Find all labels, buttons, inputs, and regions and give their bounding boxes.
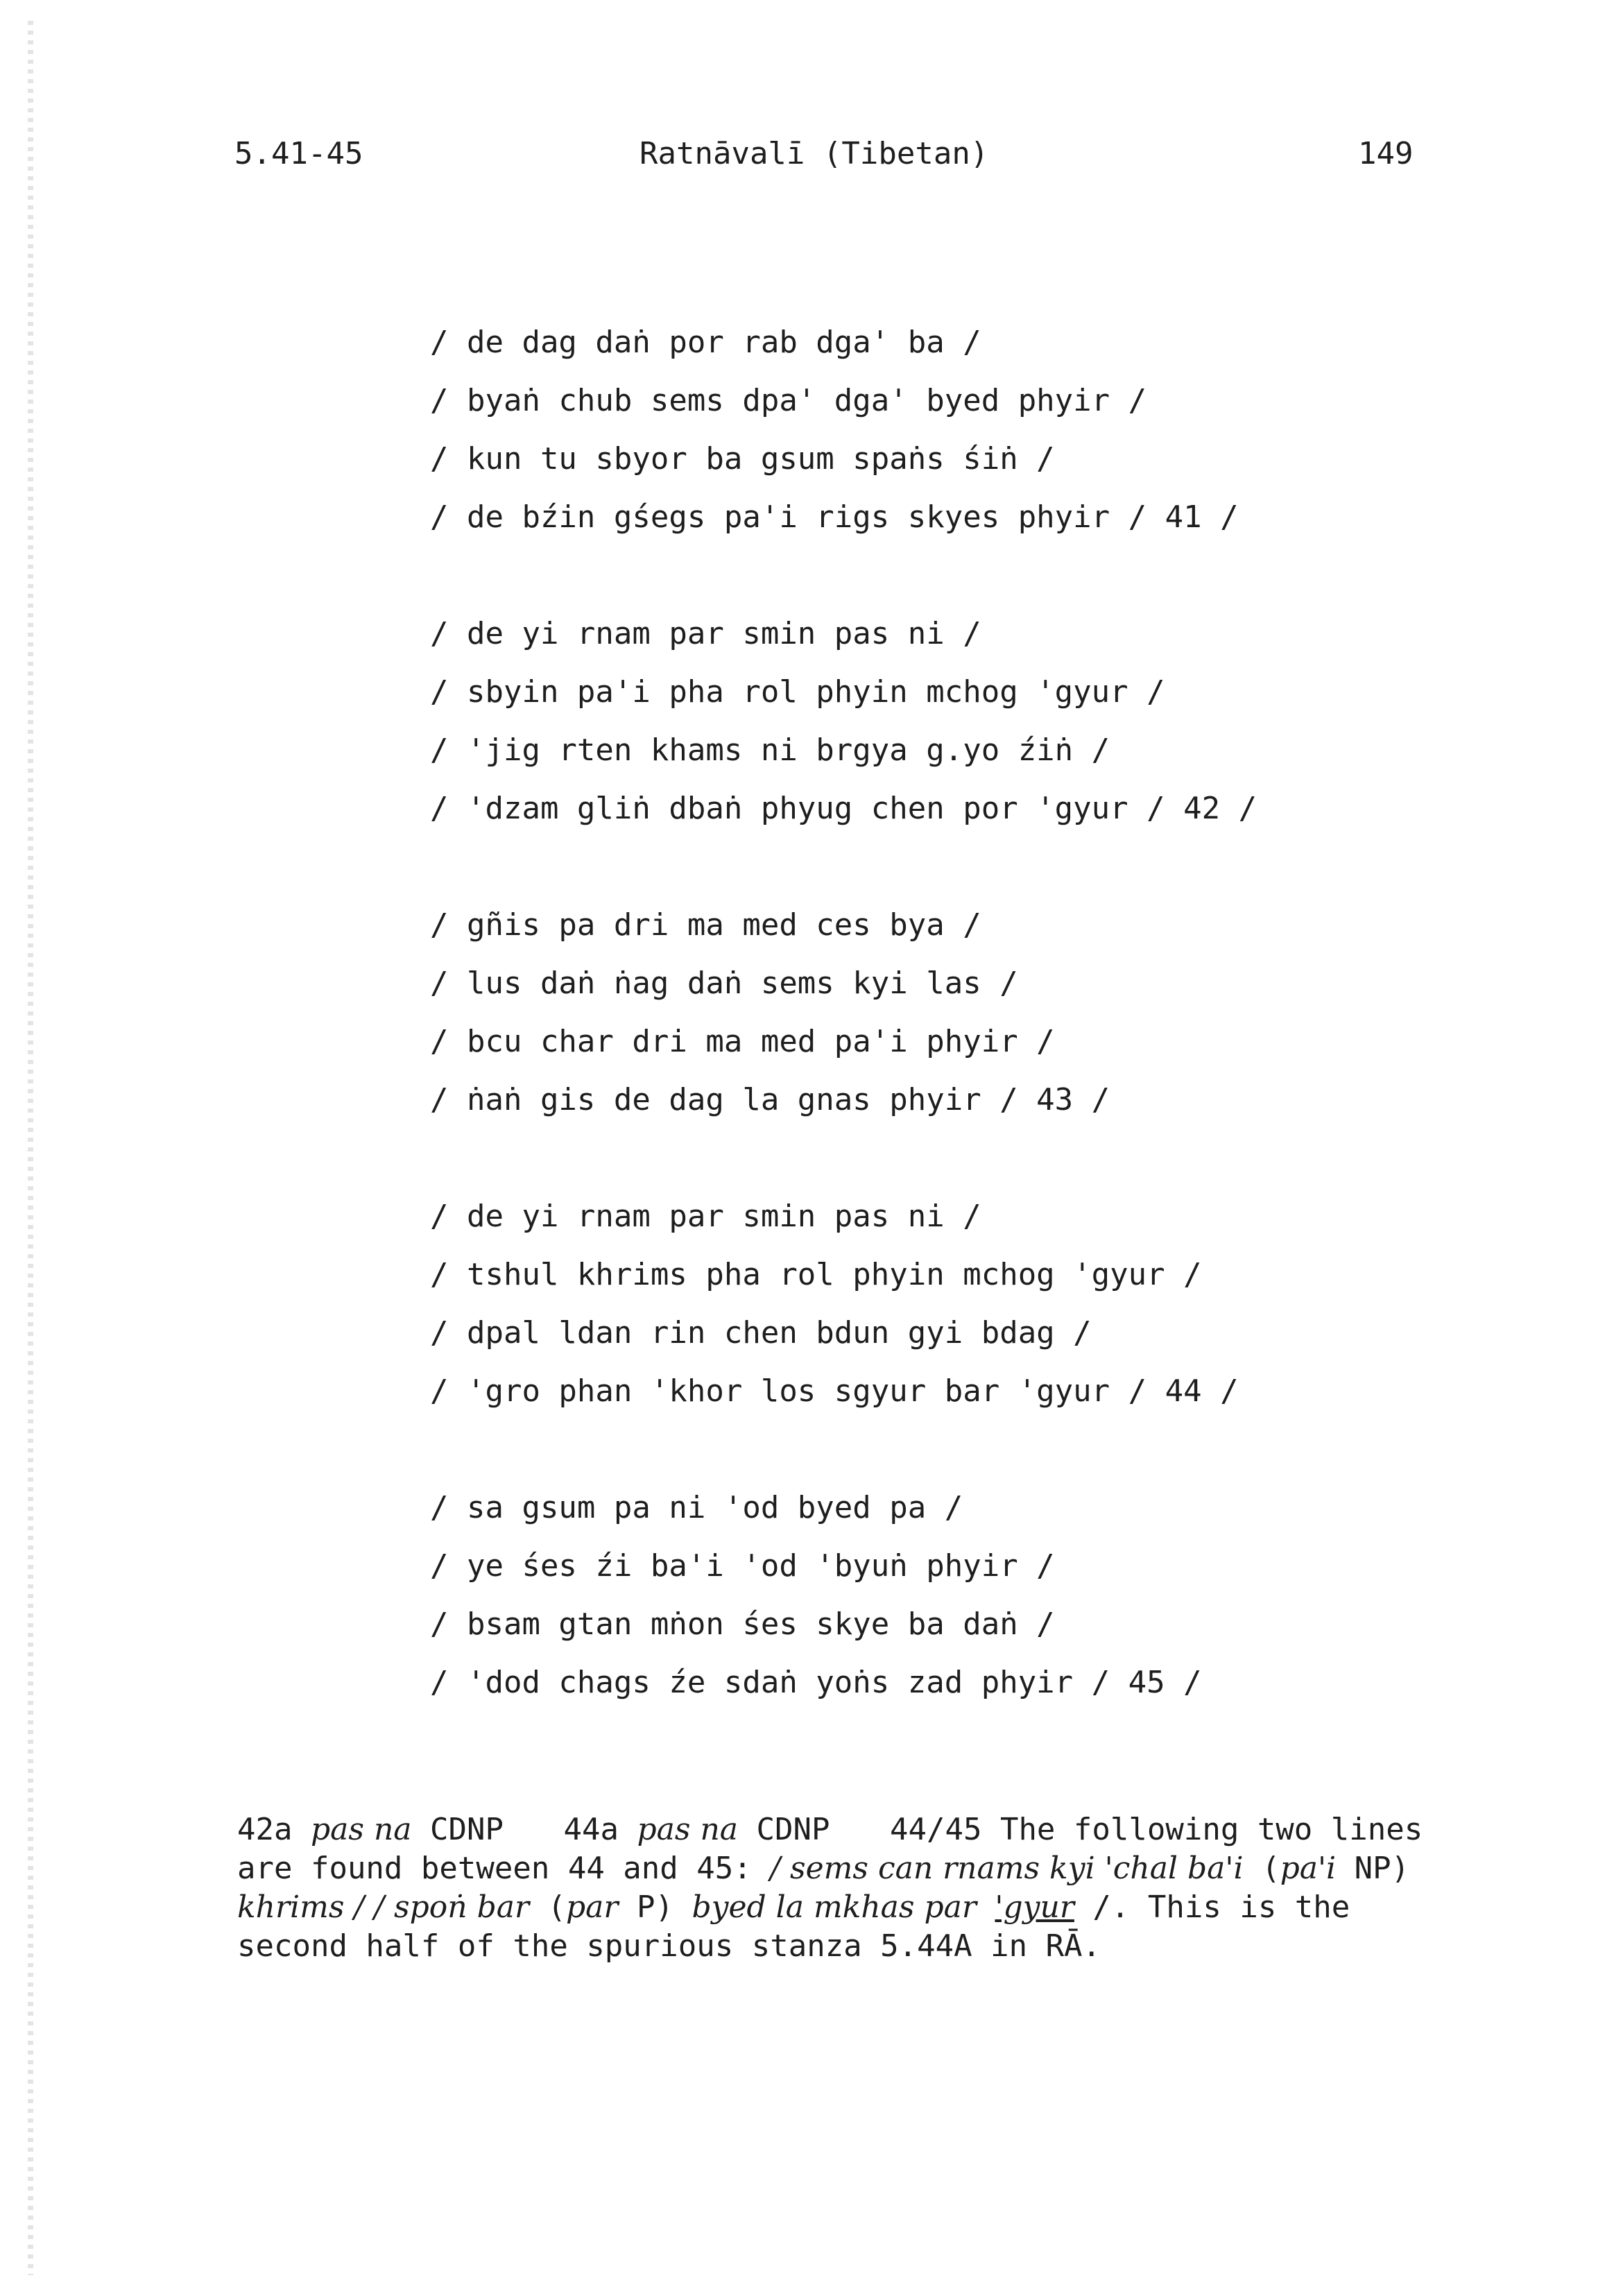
verse-line: / lus daṅ ṅag daṅ sems kyi las /	[430, 966, 1018, 1001]
verse-line: / ṅaṅ gis de dag la gnas phyir / 43 /	[430, 1082, 1110, 1117]
note-text: /. This is the second half of the spurious stanza 5.44A in RĀ.	[237, 1890, 1350, 1964]
verse-line: / 'gro phan 'khor los sgyur bar 'gyur / 44 /	[430, 1373, 1239, 1409]
verse-line: / bcu char dri ma med pa'i phyir /	[430, 1024, 1055, 1059]
variant-reading: pa'i	[1280, 1851, 1337, 1886]
verse-line: / gñis pa dri ma med ces bya /	[430, 907, 981, 943]
verse-line: / dpal ldan rin chen bdun gyi bdag /	[430, 1315, 1092, 1351]
running-title: Ratnāvalī (Tibetan)	[639, 136, 989, 171]
variant-reading: par	[566, 1890, 619, 1925]
verse-line: / 'jig rten khams ni brgya g.yo źiṅ /	[430, 733, 1110, 768]
stanza-42	[430, 605, 1257, 838]
verse-line: / 'dod chags źe sdaṅ yoṅs zad phyir / 45 /	[430, 1665, 1202, 1700]
variant-reading: pas na	[310, 1812, 412, 1847]
stanza-43	[430, 896, 1257, 1129]
verse-line: / de bźin gśegs pa'i rigs skyes phyir / 41 /	[430, 499, 1239, 535]
quoted-lines: 'gyur	[995, 1890, 1074, 1925]
note-ref: 44a	[563, 1812, 619, 1847]
note-text: (	[547, 1890, 567, 1925]
note-text: The following two lines are found between 44 and 45:	[237, 1812, 1423, 1886]
quoted-lines: / sems can rnams kyi 'chal ba'i	[770, 1851, 1244, 1886]
verse-line: / ye śes źi ba'i 'od 'byuṅ phyir /	[430, 1548, 1055, 1584]
footnotes	[237, 1810, 1430, 1966]
witness-sigla: P)	[636, 1890, 673, 1925]
scan-edge	[28, 21, 33, 2275]
verse-line: / sa gsum pa ni 'od byed pa /	[430, 1490, 963, 1525]
note-text: (	[1262, 1851, 1280, 1886]
verse-line: / byaṅ chub sems dpa' dga' byed phyir /	[430, 383, 1147, 418]
quoted-lines: khrims / / spoṅ bar	[237, 1890, 530, 1925]
verse-block	[430, 314, 1257, 1770]
stanza-44	[430, 1188, 1257, 1421]
variant-reading: pas na	[637, 1812, 739, 1847]
verse-line: / de yi rnam par smin pas ni /	[430, 616, 981, 651]
verse-line: / de yi rnam par smin pas ni /	[430, 1199, 981, 1234]
verse-line: / bsam gtan mṅon śes skye ba daṅ /	[430, 1607, 1055, 1642]
witness-sigla: CDNP	[756, 1812, 830, 1847]
witness-sigla: CDNP	[430, 1812, 504, 1847]
stanza-45	[430, 1479, 1257, 1712]
section-range: 5.41-45	[234, 136, 363, 171]
page-number: 149	[1358, 136, 1414, 171]
witness-sigla: NP)	[1354, 1851, 1410, 1886]
stanza-41	[430, 314, 1257, 547]
note-ref: 42a	[237, 1812, 293, 1847]
verse-line: / sbyin pa'i pha rol phyin mchog 'gyur /	[430, 674, 1165, 710]
page-header	[234, 136, 1427, 185]
verse-line: / kun tu sbyor ba gsum spaṅs śiṅ /	[430, 441, 1055, 477]
quoted-lines: byed la mkhas par	[692, 1890, 977, 1925]
note-ref: 44/45	[890, 1812, 982, 1847]
verse-line: / 'dzam gliṅ dbaṅ phyug chen por 'gyur / 42 /	[430, 791, 1257, 826]
verse-line: / tshul khrims pha rol phyin mchog 'gyur /	[430, 1257, 1202, 1292]
verse-line: / de dag daṅ por rab dga' ba /	[430, 325, 981, 360]
